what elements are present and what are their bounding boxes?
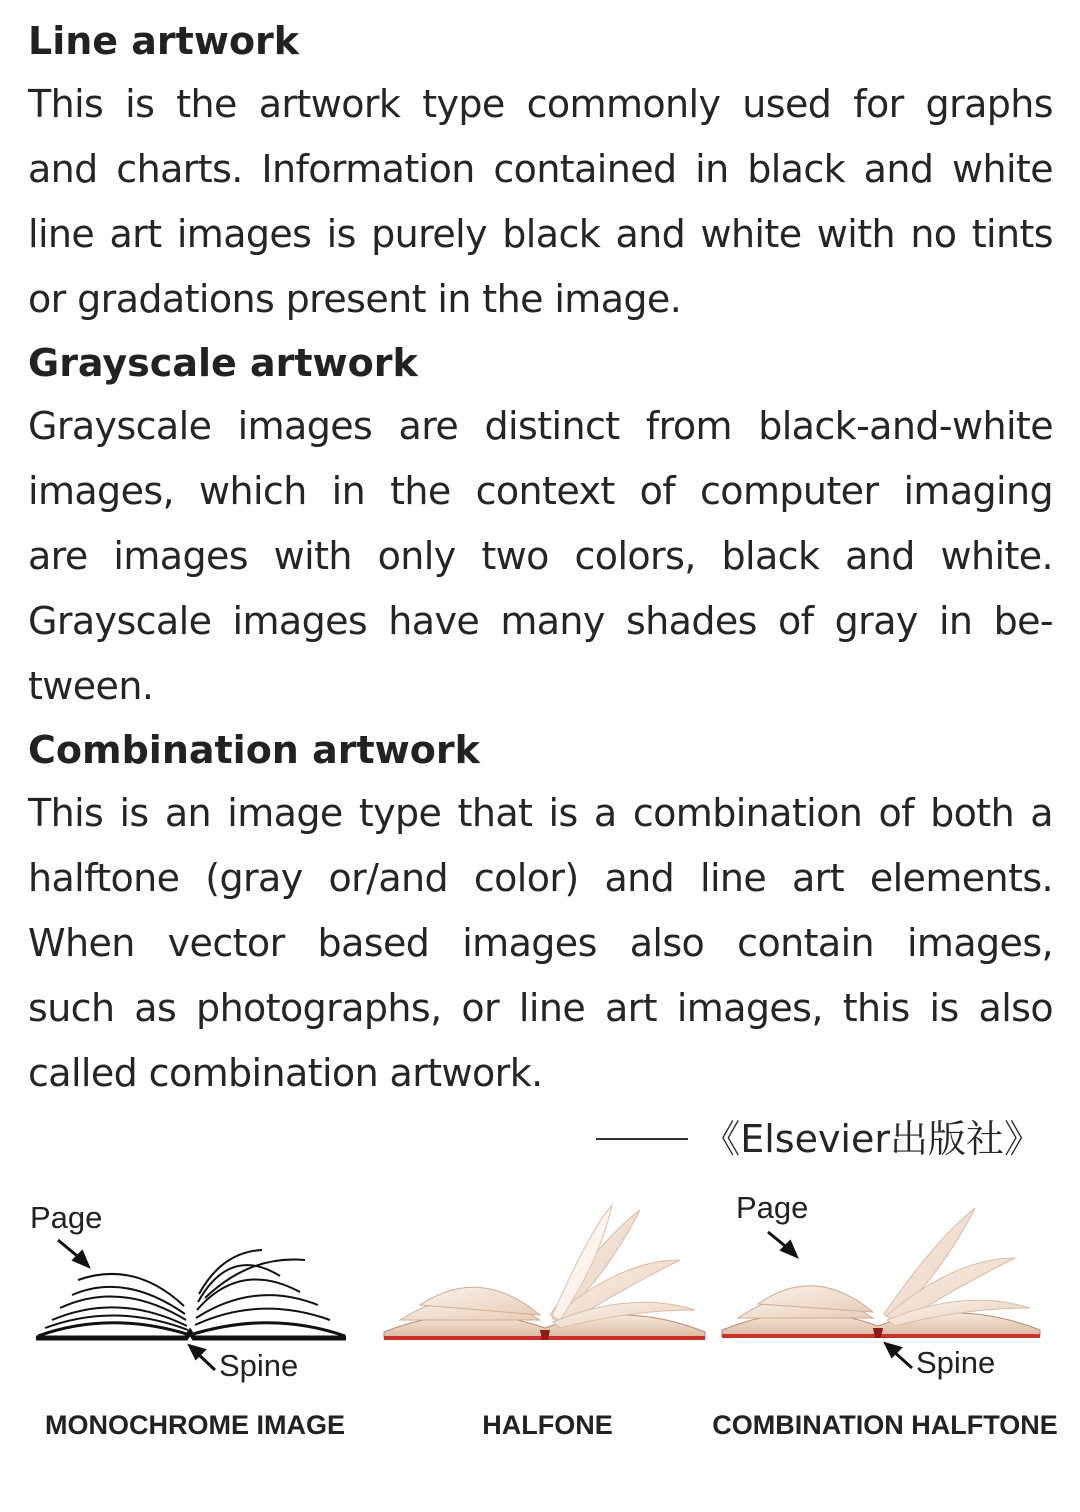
paragraph-line: This is the artwork type commonly used for graphs — [28, 82, 1053, 126]
paragraph-line: Grayscale images have many shades of gray in be- — [28, 599, 1053, 643]
caption-monochrome: MONOCHROME IMAGE — [45, 1410, 345, 1440]
spine-label-right: Spine — [916, 1345, 996, 1380]
section-line-artwork — [28, 10, 1053, 332]
paragraph-line: halftone (gray or/and color) and line art elements. — [28, 856, 1053, 900]
paragraph-line: and charts. Information contained in black and white — [28, 147, 1053, 191]
paragraph-line: Grayscale images are distinct from black-and-white — [28, 404, 1053, 448]
paragraph-line: images, which in the context of computer imaging — [28, 469, 1053, 513]
article-body — [28, 10, 1053, 1106]
page-label-right: Page — [736, 1190, 809, 1225]
caption-halftone: HALFONE — [482, 1410, 613, 1440]
section-grayscale-artwork — [28, 332, 1053, 719]
caption-combination: COMBINATION HALFTONE — [712, 1410, 1058, 1440]
section-heading: Grayscale artwork — [28, 341, 418, 385]
section-combination-artwork — [28, 719, 1053, 1106]
paragraph-line: This is an image type that is a combination of both a — [28, 791, 1053, 835]
paragraph-line: called combination artwork. — [28, 1051, 543, 1095]
paragraph-line: When vector based images also contain images, — [28, 921, 1053, 965]
page-label-left: Page — [30, 1200, 103, 1235]
attribution-dash — [596, 1138, 688, 1140]
spine-label-left: Spine — [219, 1348, 299, 1383]
source-attribution — [596, 1113, 1042, 1165]
section-heading: Line artwork — [28, 19, 300, 63]
section-heading: Combination artwork — [28, 728, 480, 772]
paragraph-line: such as photographs, or line art images, this is also — [28, 986, 1053, 1030]
paragraph-line: tween. — [28, 664, 154, 708]
paragraph-line: are images with only two colors, black and white. — [28, 534, 1053, 578]
paragraph-line: line art images is purely black and white with no tints — [28, 212, 1053, 256]
halftone-book — [384, 1205, 705, 1340]
paragraph-line: or gradations present in the image. — [28, 277, 682, 321]
combination-halftone-book — [722, 1208, 1040, 1338]
source-text: 《Elsevier出版社》 — [702, 1117, 1042, 1161]
